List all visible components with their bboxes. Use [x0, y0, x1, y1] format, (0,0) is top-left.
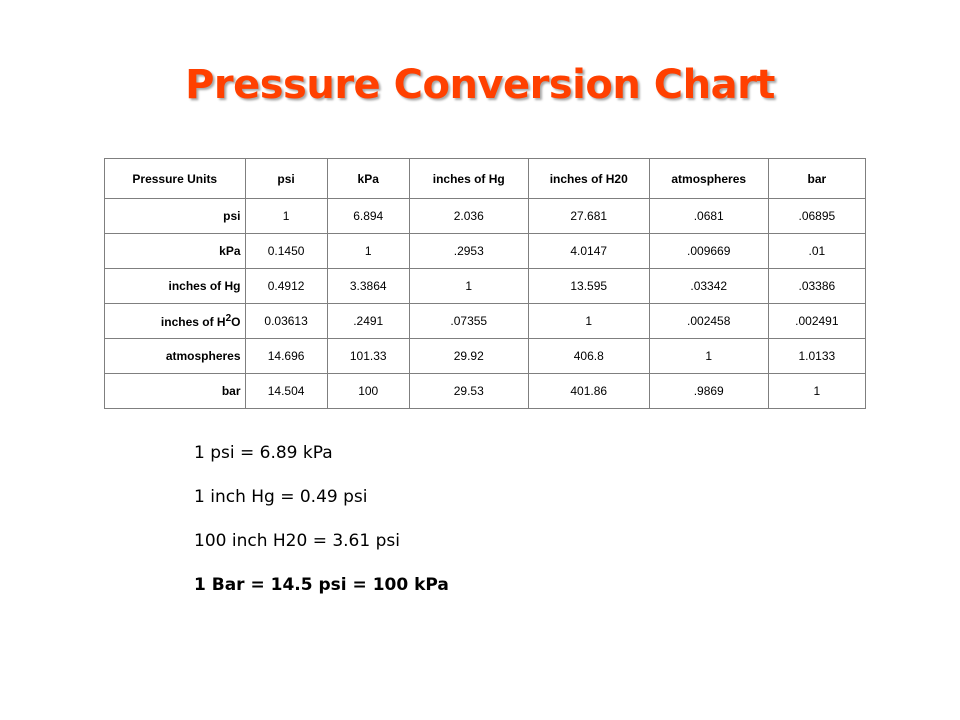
table-cell: 1.0133 [768, 339, 865, 374]
table-cell: 100 [327, 374, 409, 409]
table-cell: 1 [768, 374, 865, 409]
table-cell: 13.595 [528, 269, 649, 304]
table-cell: 1 [327, 234, 409, 269]
table-cell: 406.8 [528, 339, 649, 374]
table-cell: 14.696 [245, 339, 327, 374]
table-cell: 6.894 [327, 199, 409, 234]
header-inches-h2o: inches of H20 [528, 159, 649, 199]
table-cell: 27.681 [528, 199, 649, 234]
table-cell: 401.86 [528, 374, 649, 409]
header-psi: psi [245, 159, 327, 199]
row-label [105, 304, 246, 339]
table-cell: .2953 [409, 234, 528, 269]
conversion-notes [194, 438, 449, 614]
table-cell: 1 [245, 199, 327, 234]
row-label: bar [105, 374, 246, 409]
table-cell: 4.0147 [528, 234, 649, 269]
table-cell: 101.33 [327, 339, 409, 374]
table-row [105, 234, 866, 269]
row-label: inches of Hg [105, 269, 246, 304]
table-cell: 1 [649, 339, 768, 374]
note-inch-h2o-psi: 100 inch H20 = 3.61 psi [194, 531, 400, 551]
table-cell: 29.92 [409, 339, 528, 374]
row-label-prefix: inches of H [160, 315, 226, 329]
row-label-suffix: O [231, 315, 241, 329]
header-bar: bar [768, 159, 865, 199]
table-cell: .0681 [649, 199, 768, 234]
note-bar-psi-kpa: 1 Bar = 14.5 psi = 100 kPa [194, 575, 449, 595]
table-row [105, 304, 866, 339]
table-cell: .2491 [327, 304, 409, 339]
note-psi-kpa: 1 psi = 6.89 kPa [194, 443, 333, 463]
table-cell: 0.1450 [245, 234, 327, 269]
table-cell: 2.036 [409, 199, 528, 234]
table-cell: 0.03613 [245, 304, 327, 339]
table-row [105, 199, 866, 234]
row-label: kPa [105, 234, 246, 269]
note-inch-hg-psi: 1 inch Hg = 0.49 psi [194, 487, 368, 507]
row-label: atmospheres [105, 339, 246, 374]
table-cell: .06895 [768, 199, 865, 234]
table-cell: .01 [768, 234, 865, 269]
table-row [105, 269, 866, 304]
table-cell: .03386 [768, 269, 865, 304]
table-cell: 1 [528, 304, 649, 339]
header-kpa: kPa [327, 159, 409, 199]
page-title: Pressure Conversion Chart [185, 62, 775, 108]
row-label-subscript-2: 2 [225, 313, 232, 324]
table-cell: 0.4912 [245, 269, 327, 304]
header-atmospheres: atmospheres [649, 159, 768, 199]
pressure-conversion-table [104, 158, 866, 409]
table-cell: 14.504 [245, 374, 327, 409]
header-pressure-units: Pressure Units [105, 159, 246, 199]
table-row [105, 339, 866, 374]
header-inches-hg: inches of Hg [409, 159, 528, 199]
table-cell: .002491 [768, 304, 865, 339]
table-header-row [105, 159, 866, 199]
table-cell: 3.3864 [327, 269, 409, 304]
table-cell: .009669 [649, 234, 768, 269]
table-cell: 29.53 [409, 374, 528, 409]
table-cell: .002458 [649, 304, 768, 339]
row-label: psi [105, 199, 246, 234]
table-cell: .03342 [649, 269, 768, 304]
table-row [105, 374, 866, 409]
table-cell: .9869 [649, 374, 768, 409]
table-cell: .07355 [409, 304, 528, 339]
table-cell: 1 [409, 269, 528, 304]
